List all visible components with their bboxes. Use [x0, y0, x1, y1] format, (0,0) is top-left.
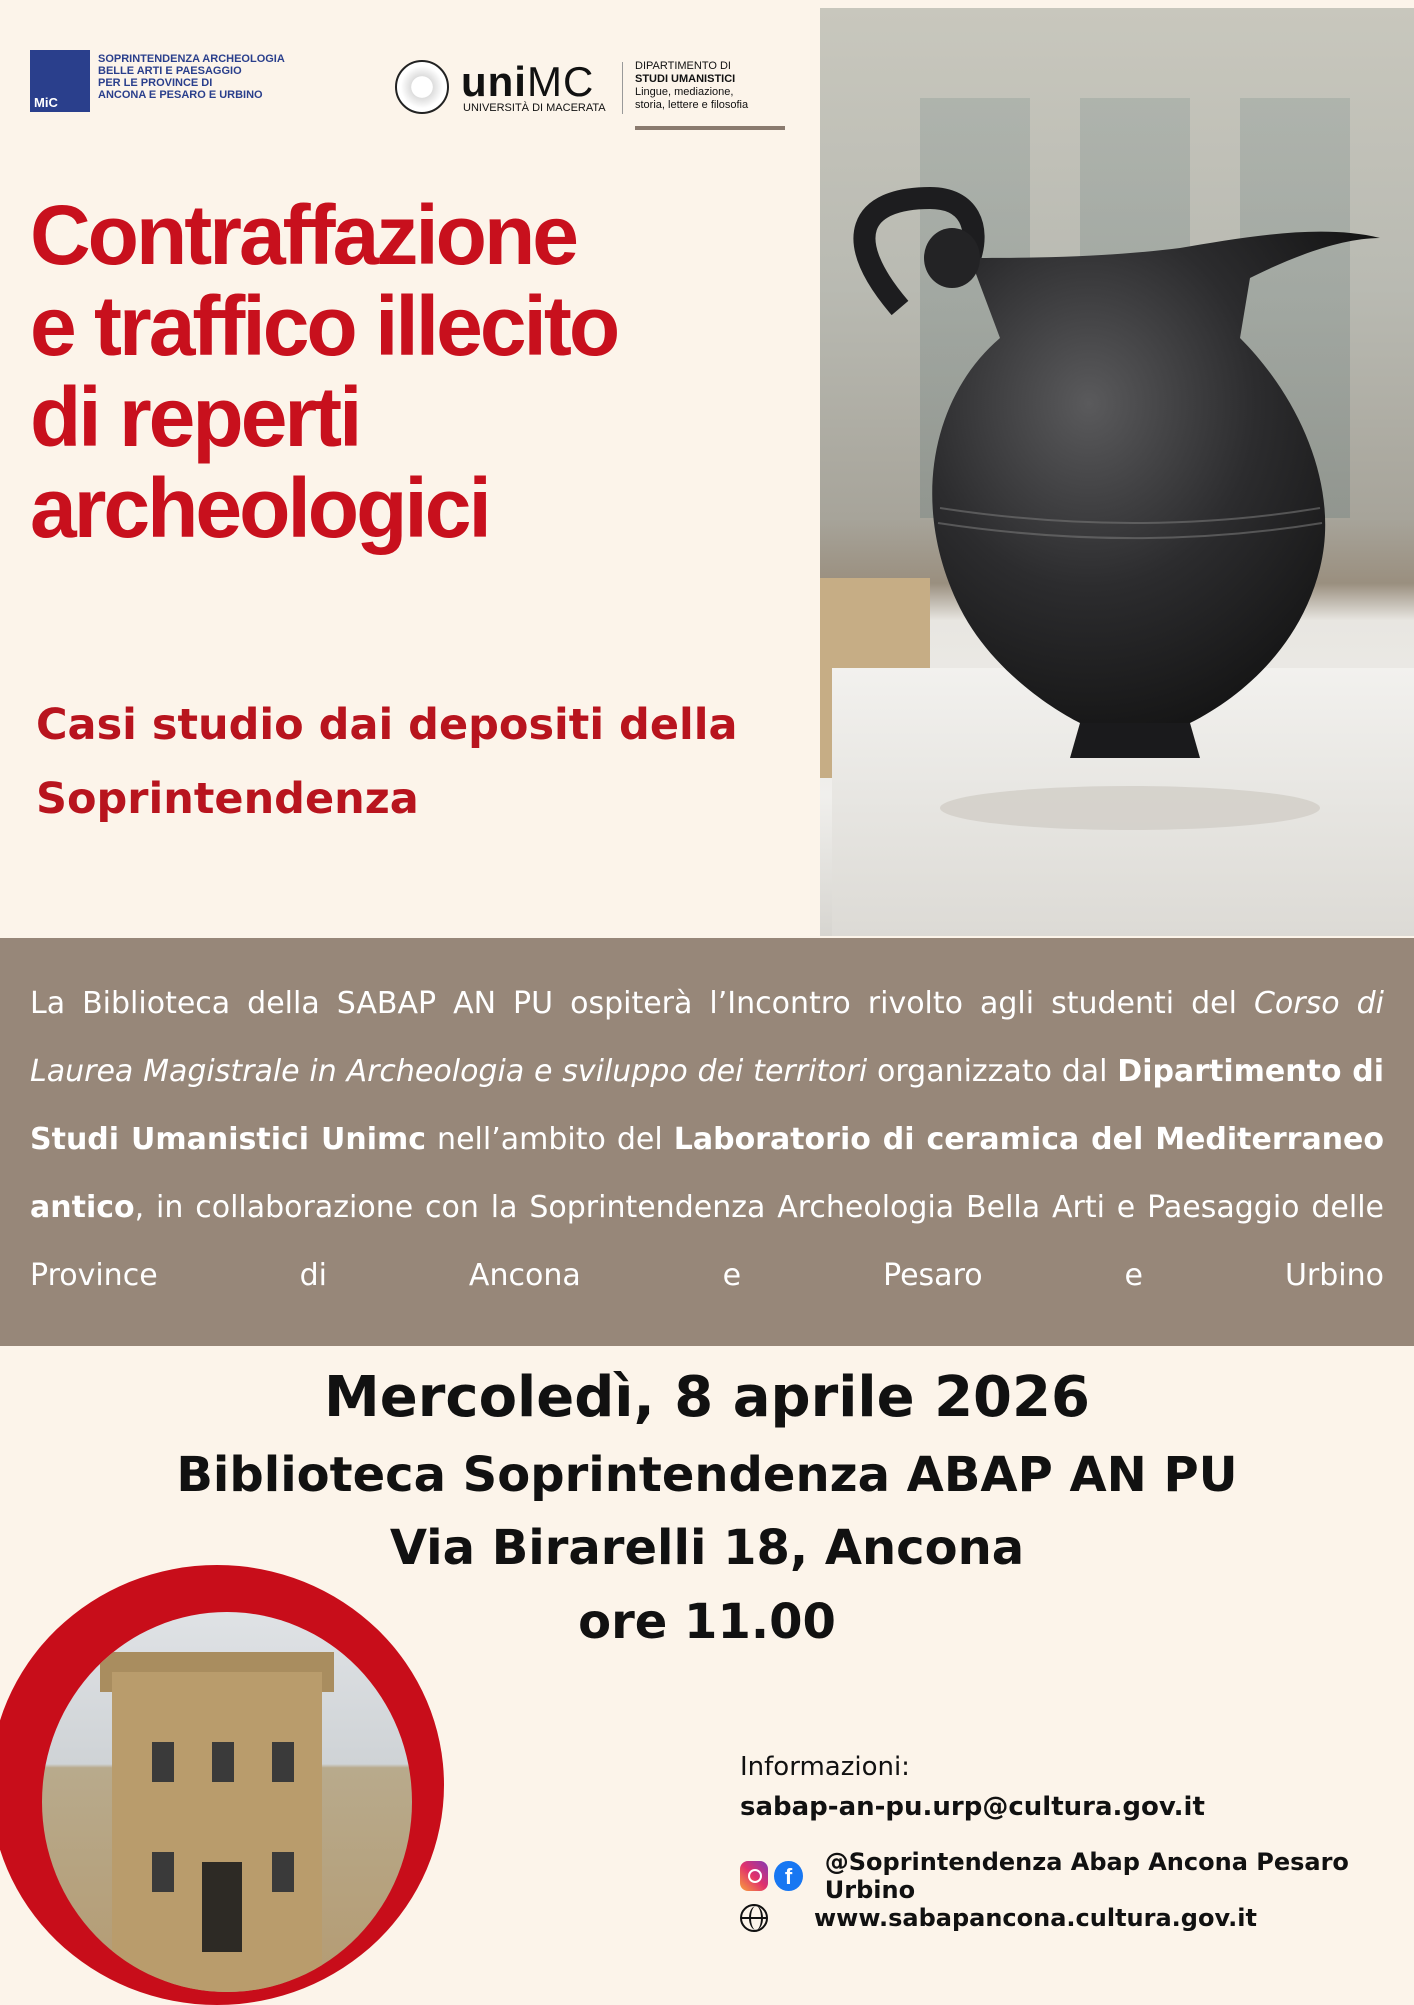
course-name: Corso di Laurea Magistrale in Archeologia e sviluppo dei territori: [30, 986, 1384, 1089]
building-window: [272, 1742, 294, 1782]
social-row: [740, 1848, 1414, 1904]
title-line: archeologici: [30, 461, 489, 555]
department-name: STUDI UMANISTICI: [635, 73, 736, 85]
social-handle[interactable]: @Soprintendenza Abap Ancona Pesaro Urbino: [824, 1848, 1349, 1904]
description-text: La Biblioteca della SABAP AN PU ospiterà l’Incontro rivolto agli studenti del: [30, 986, 1254, 1021]
mic-logo-caption: [98, 53, 338, 101]
event-description: [30, 970, 1384, 1310]
facebook-icon[interactable]: f: [774, 1861, 802, 1891]
department-line: Lingue, mediazione,: [635, 86, 734, 98]
building-window: [212, 1742, 234, 1782]
building-window: [272, 1852, 294, 1892]
subtitle-line: Soprintendenza: [36, 774, 419, 824]
mic-logo: [30, 50, 330, 112]
subtitle-line: Casi studio dai depositi della: [36, 700, 738, 750]
description-text: , in collaborazione con la Soprintendenza Archeologia Bella Arti e Paesaggio delle Province di Ancona e Pesaro e Urbino: [30, 1190, 1384, 1293]
building-photo: [42, 1612, 412, 1992]
mic-logo-line: BELLE ARTI E PAESAGGIO: [98, 65, 242, 77]
mic-logo-line: ANCONA E PESARO E URBINO: [98, 89, 263, 101]
university-seal-icon: [395, 60, 449, 114]
event-time: ore 11.00: [578, 1594, 836, 1650]
mic-logo-line: PER LE PROVINCE DI: [98, 77, 213, 89]
department-line: storia, lettere e filosofia: [635, 99, 749, 111]
department-line: DIPARTIMENTO DI: [635, 60, 731, 72]
unimc-logo: [395, 60, 795, 130]
building-door: [202, 1862, 242, 1952]
event-date: Mercoledì, 8 aprile 2026: [324, 1365, 1090, 1430]
department-highlight: Dipartimento di Studi Umanistici Unimc: [30, 1054, 1384, 1157]
event-address: Via Birarelli 18, Ancona: [389, 1520, 1025, 1576]
building-window: [152, 1742, 174, 1782]
mic-logo-line: SOPRINTENDENZA ARCHEOLOGIA: [98, 53, 285, 65]
bucchero-jug-illustration: [820, 8, 1414, 936]
title-line: Contraffazione: [30, 188, 576, 282]
event-place: Biblioteca Soprintendenza ABAP AN PU: [176, 1447, 1238, 1503]
building-window: [152, 1852, 174, 1892]
unimc-wordmark-thin: MC: [526, 58, 595, 105]
info-label: Informazioni:: [740, 1752, 910, 1782]
vase-photo: [820, 8, 1414, 936]
unimc-subtitle: UNIVERSITÀ DI MACERATA: [463, 102, 606, 114]
department-underline: [635, 126, 785, 130]
description-text: nell’ambito del: [426, 1122, 674, 1157]
contact-email[interactable]: sabap-an-pu.urp@cultura.gov.it: [740, 1792, 1205, 1822]
page-subtitle: [36, 688, 796, 836]
title-line: di reperti: [30, 370, 360, 464]
description-text: organizzato dal: [867, 1054, 1118, 1089]
website-link[interactable]: www.sabapancona.cultura.gov.it: [814, 1904, 1257, 1932]
mic-logo-mark: [30, 50, 90, 112]
page-title: [30, 190, 820, 554]
logo-divider: [622, 62, 623, 114]
department-label: [635, 60, 795, 112]
globe-icon: [740, 1904, 768, 1932]
instagram-icon[interactable]: [740, 1861, 768, 1891]
unimc-wordmark: [461, 60, 594, 104]
lab-highlight: Laboratorio di ceramica del Mediterraneo antico: [30, 1122, 1384, 1225]
website-row: [740, 1900, 1257, 1936]
title-line: e traffico illecito: [30, 279, 618, 373]
unimc-wordmark-bold: uni: [461, 58, 527, 105]
mic-logo-text: MiC: [34, 95, 58, 110]
